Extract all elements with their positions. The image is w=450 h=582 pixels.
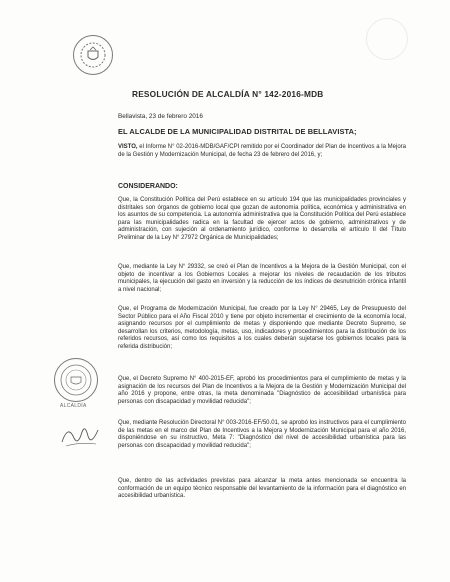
considerando-paragraph: Que, la Constitución Política del Perú establece en su artículo 194 que las municipalidades provinciales y distritales son órganos de gobierno local que gozan de autonomía política, económica y administrativa en los asuntos de su competencia. La autonomía administrativa que la Constitución Política del Perú establece para las municipalidades radica en la facultad de ejercer actos de gobierno, administrativos y de administración, con sujeción al ordenamiento jurídico, conforme lo desarrolla el artículo II del Título Preliminar de la Ley N° 27972 Orgánica de Municipalidades; — [118, 197, 406, 241]
considerando-paragraph: Que, dentro de las actividades previstas para alcanzar la meta antes mencionada se encuentra la conformación de un equipo técnico responsable del levantamiento de la información para el diagnóstico en accesibilidad urbanística. — [118, 478, 406, 500]
stamp-label: ALCALDÍA — [60, 403, 87, 409]
visto-label: VISTO, — [118, 144, 138, 150]
handwritten-signature — [58, 420, 102, 450]
considerando-paragraph: Que, el Decreto Supremo N° 400-2015-EF, aprobó los procedimientos para el cumplimiento de metas y la asignación de los recursos del Plan de Incentivos a la Mejora de la Gestión y Modernización Municipal del año 2016 y propone, entre otras, la meta denominada "Diagnóstico de accesibilidad urbanística para personas con discapacidad y movilidad reducida"; — [118, 376, 406, 405]
municipal-seal-icon — [73, 35, 113, 75]
considerando-paragraph: Que, mediante Resolución Directoral N° 003-2016-EF/50.01, se aprobó los instructivos para el cumplimiento de las metas en el marco del Plan de Incentivos a la Mejora y Modernización Municipal para el año 2016, disponiéndose en su instructivo, Meta 7: "Diagnóstico del nivel de accesibilidad urbanística para las personas con discapacidad y movilidad reducida"; — [118, 420, 406, 449]
considerando-paragraph: Que, el Programa de Modernización Municipal, fue creado por la Ley N° 29465, Ley de Presupuesto del Sector Público para el Año Fiscal 2010 y tiene por objeto incrementar el crecimiento de la economía local, asignando recursos por el cumplimiento de metas y disponiendo que mediante Decreto Supremo, se desarrollan los criterios, metodología, metas, uso, indicadores y procedimientos para la distribución de los referidos recursos, así como los requisitos a los cuales deberán sujetarse los gobiernos locales para la referida distribución; — [118, 306, 406, 350]
visto-text: el Informe N° 02-2016-MDB/GAF/CPI remitido por el Coordinador del Plan de Incentivos a la Mejora de la Gestión y Modernización Municipal, de fecha 23 de febrero del 2016, y; — [118, 144, 406, 158]
faded-watermark-seal-icon — [366, 18, 408, 60]
resolution-title: RESOLUCIÓN DE ALCALDÍA N° 142-2016-MDB — [132, 89, 324, 99]
authority-heading: EL ALCALDE DE LA MUNICIPALIDAD DISTRITAL DE BELLAVISTA; — [118, 127, 357, 136]
date-line: Bellavista, 23 de febrero 2016 — [118, 113, 203, 120]
considerando-heading: CONSIDERANDO: — [118, 183, 178, 190]
considerando-paragraph: Que, mediante la Ley N° 29332, se creó el Plan de Incentivos a la Mejora de la Gestión Municipal, con el objeto de incentivar a los Gobiernos Locales a mejorar los niveles de recaudación de los tributos municipales, la ejecución del gasto en inversión y la reducción de los índices de desnutrición crónica infantil a nivel nacional; — [118, 264, 406, 293]
alcaldia-stamp-icon — [54, 358, 98, 402]
visto-paragraph — [118, 144, 406, 159]
